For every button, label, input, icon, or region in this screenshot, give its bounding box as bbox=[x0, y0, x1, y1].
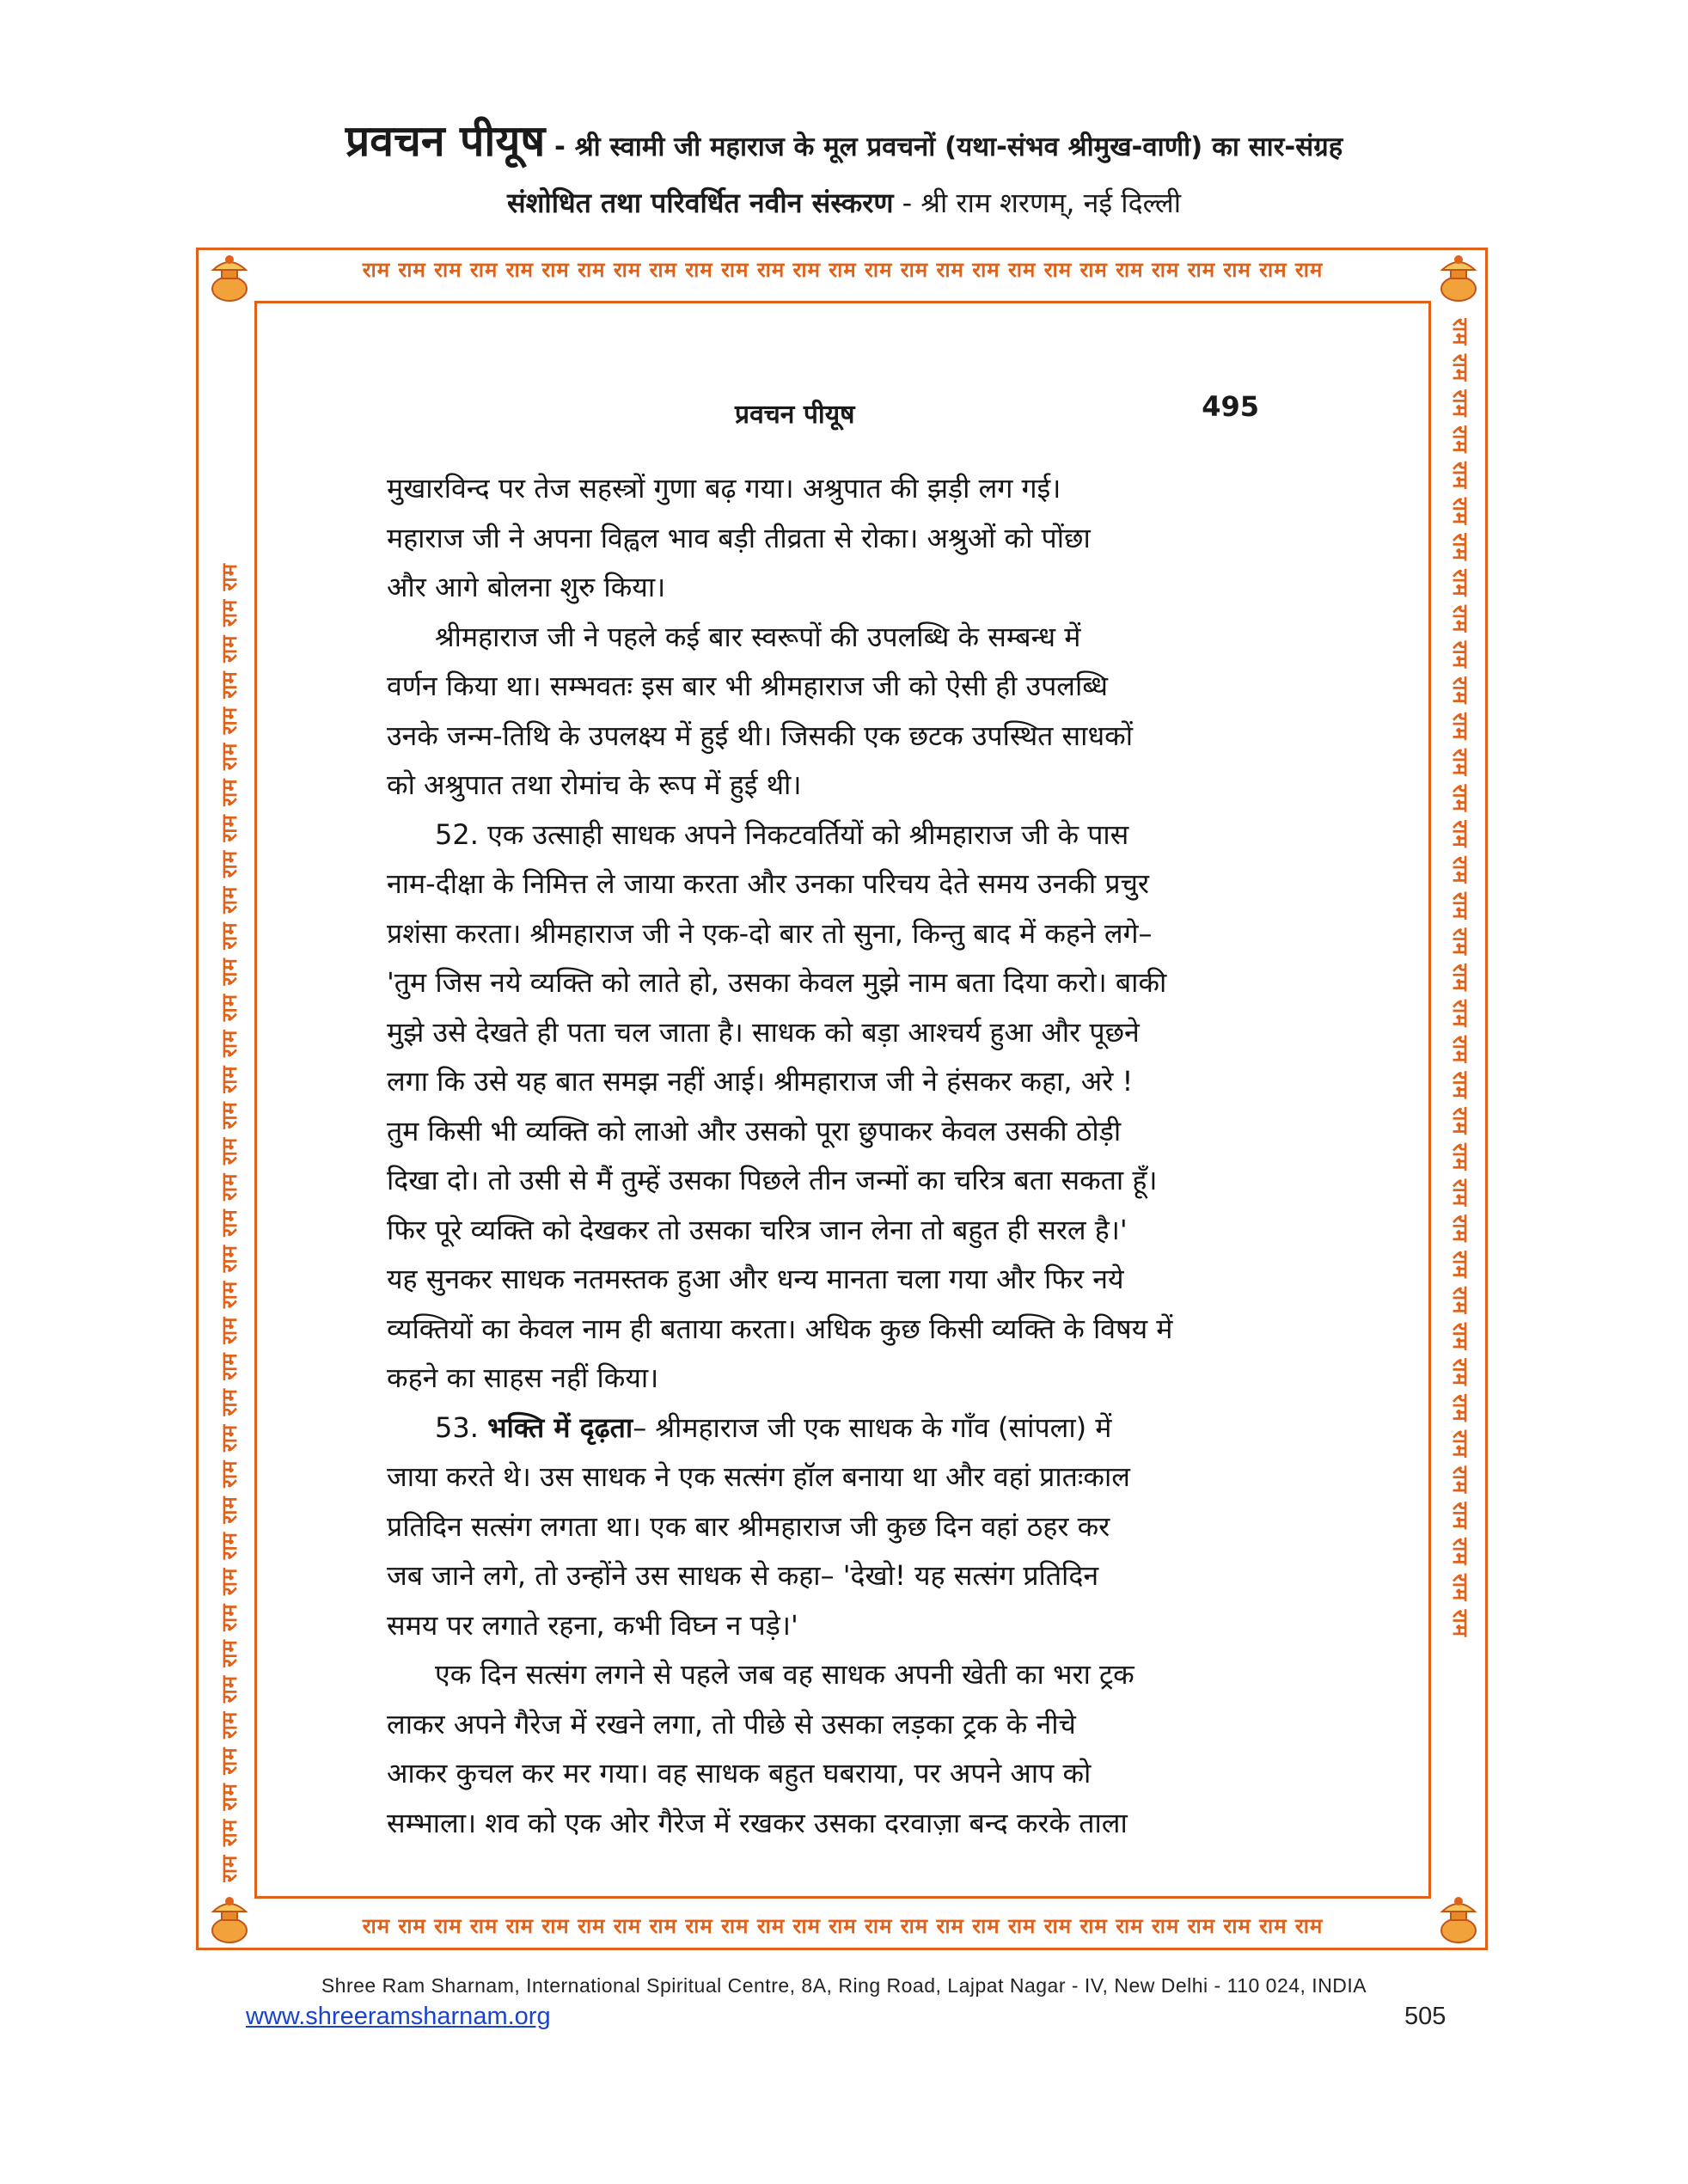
text-line: महाराज जी ने अपना विह्वल भाव बड़ी तीव्रता से रोका। अश्रुओं को पोंछा bbox=[387, 521, 1091, 554]
text-line: 52. एक उत्साही साधक अपने निकटवर्तियों को श्रीमहाराज जी के पास bbox=[435, 817, 1129, 851]
text-line: मुझे उसे देखते ही पता चल जाता है। साधक को बड़ा आश्चर्य हुआ और पूछने bbox=[387, 1015, 1140, 1049]
text-line: फिर पूरे व्यक्ति को देखकर तो उसका चरित्र जान लेना तो बहुत ही सरल है।' bbox=[387, 1213, 1128, 1246]
running-title: प्रवचन पीयूष bbox=[735, 400, 855, 430]
pdf-page-number: 505 bbox=[1404, 2003, 1446, 2030]
kalash-ornament-icon bbox=[201, 1891, 258, 1948]
text-line: दिखा दो। तो उसी से मैं तुम्हें उसका पिछले तीन जन्मों का चरित्र बता सकता हूँ। bbox=[387, 1164, 1158, 1196]
document-header-subtitle bbox=[0, 184, 1688, 221]
ram-border-left: राम राम राम राम राम राम राम राम राम राम राम राम राम राम राम राम राम राम राम राम राम राम राम राम राम राम राम राम राम राम राम राम राम राम राम राम राम bbox=[217, 562, 242, 1882]
scanned-page-body bbox=[387, 464, 1263, 1848]
footer-address: Shree Ram Sharnam, International Spiritual Centre, 8A, Ring Road, Lajpat Nagar - IV, New Delhi - 110 024, INDIA bbox=[321, 1974, 1367, 1997]
text-line: जाया करते थे। उस साधक ने एक सत्संग हॉल बनाया था और वहां प्रातःकाल bbox=[387, 1460, 1130, 1493]
text-line: लगा कि उसे यह बात समझ नहीं आई। श्रीमहाराज जी ने हंसकर कहा, अरे ! bbox=[387, 1065, 1134, 1098]
document-header-title bbox=[0, 110, 1688, 168]
text-line: व्यक्तियों का केवल नाम ही बताया करता। अधिक कुछ किसी व्यक्ति के विषय में bbox=[387, 1312, 1173, 1345]
text-line: सम्भाला। शव को एक ओर गैरेज में रखकर उसका दरवाज़ा बन्द करके ताला bbox=[387, 1806, 1128, 1839]
text-line: और आगे बोलना शुरु किया। bbox=[387, 571, 666, 603]
ram-border-top: राम राम राम राम राम राम राम राम राम राम राम राम राम राम राम राम राम राम राम राम राम राम राम राम राम राम राम bbox=[362, 258, 1324, 282]
text-line: श्रीमहाराज जी ने पहले कई बार स्वरूपों की उपलब्धि के सम्बन्ध में bbox=[435, 620, 1081, 653]
item-heading: भक्ति में दृढ़ता bbox=[487, 1410, 633, 1444]
book-description: - श्री स्वामी जी महाराज के मूल प्रवचनों (यथा-संभव श्रीमुख-वाणी) का सार-संग्रह bbox=[545, 132, 1343, 162]
book-title: प्रवचन पीयूष bbox=[345, 116, 546, 166]
text-line: यह सुनकर साधक नतमस्तक हुआ और धन्य मानता चला गया और फिर नये bbox=[387, 1263, 1124, 1295]
text-line: प्रतिदिन सत्संग लगता था। एक बार श्रीमहाराज जी कुछ दिन वहां ठहर कर bbox=[387, 1509, 1110, 1543]
kalash-ornament-icon bbox=[201, 249, 258, 306]
text-line: कहने का साहस नहीं किया। bbox=[387, 1361, 659, 1394]
text-line: को अश्रुपात तथा रोमांच के रूप में हुई थी। bbox=[387, 768, 802, 801]
edition-label: संशोधित तथा परिवर्धित नवीन संस्करण bbox=[507, 187, 894, 219]
scanned-page-header bbox=[391, 390, 1259, 433]
text-line: 53. भक्ति में दृढ़ता– श्रीमहाराज जी एक साधक के गाँव (सांपला) में bbox=[435, 1410, 1112, 1444]
publisher-label: - श्री राम शरणम्, नई दिल्ली bbox=[893, 187, 1181, 219]
text-line: 'तुम जिस नये व्यक्ति को लाते हो, उसका केवल मुझे नाम बता दिया करो। बाकी bbox=[387, 966, 1167, 999]
text-line: उनके जन्म-तिथि के उपलक्ष्य में हुई थी। जिसकी एक छटक उपस्थित साधकों bbox=[387, 719, 1134, 752]
text-line: लाकर अपने गैरेज में रखने लगा, तो पीछे से उसका लड़का ट्रक के नीचे bbox=[387, 1707, 1076, 1740]
text-line: आकर कुचल कर मर गया। वह साधक बहुत घबराया, पर अपने आप को bbox=[387, 1757, 1092, 1789]
website-link[interactable]: www.shreeramsharnam.org bbox=[246, 2003, 551, 2030]
text-line: नाम-दीक्षा के निमित्त ले जाया करता और उनका परिचय देते समय उनकी प्रचुर bbox=[387, 867, 1149, 900]
ram-border-right: राम राम राम राम राम राम राम राम राम राम राम राम राम राम राम राम राम राम राम राम राम राम राम राम राम राम राम राम राम राम राम राम राम राम राम राम राम bbox=[1448, 318, 1472, 1638]
kalash-ornament-icon bbox=[1430, 249, 1487, 306]
ram-border-bottom: राम राम राम राम राम राम राम राम राम राम राम राम राम राम राम राम राम राम राम राम राम राम राम राम राम राम राम bbox=[362, 1914, 1324, 1938]
text-line: एक दिन सत्संग लगने से पहले जब वह साधक अपनी खेती का भरा ट्रक bbox=[435, 1658, 1135, 1691]
text-line: तुम किसी भी व्यक्ति को लाओ और उसको पूरा छुपाकर केवल उसकी ठोड़ी bbox=[387, 1114, 1122, 1147]
text-line: समय पर लगाते रहना, कभी विघ्न न पड़े।' bbox=[387, 1608, 798, 1642]
text-line: जब जाने लगे, तो उन्होंने उस साधक से कहा– 'देखो! यह सत्संग प्रतिदिन bbox=[387, 1559, 1099, 1592]
text-line: वर्णन किया था। सम्भवतः इस बार भी श्रीमहाराज जी को ऐसी ही उपलब्धि bbox=[387, 670, 1109, 702]
book-page-number: 495 bbox=[1202, 390, 1259, 423]
text-line: प्रशंसा करता। श्रीमहाराज जी ने एक-दो बार तो सुना, किन्तु बाद में कहने लगे– bbox=[387, 916, 1153, 950]
item-number: 53. bbox=[435, 1410, 488, 1444]
kalash-ornament-icon bbox=[1430, 1891, 1487, 1948]
text-line: मुखारविन्द पर तेज सहस्त्रों गुणा बढ़ गया। अश्रुपात की झड़ी लग गई। bbox=[387, 472, 1061, 505]
